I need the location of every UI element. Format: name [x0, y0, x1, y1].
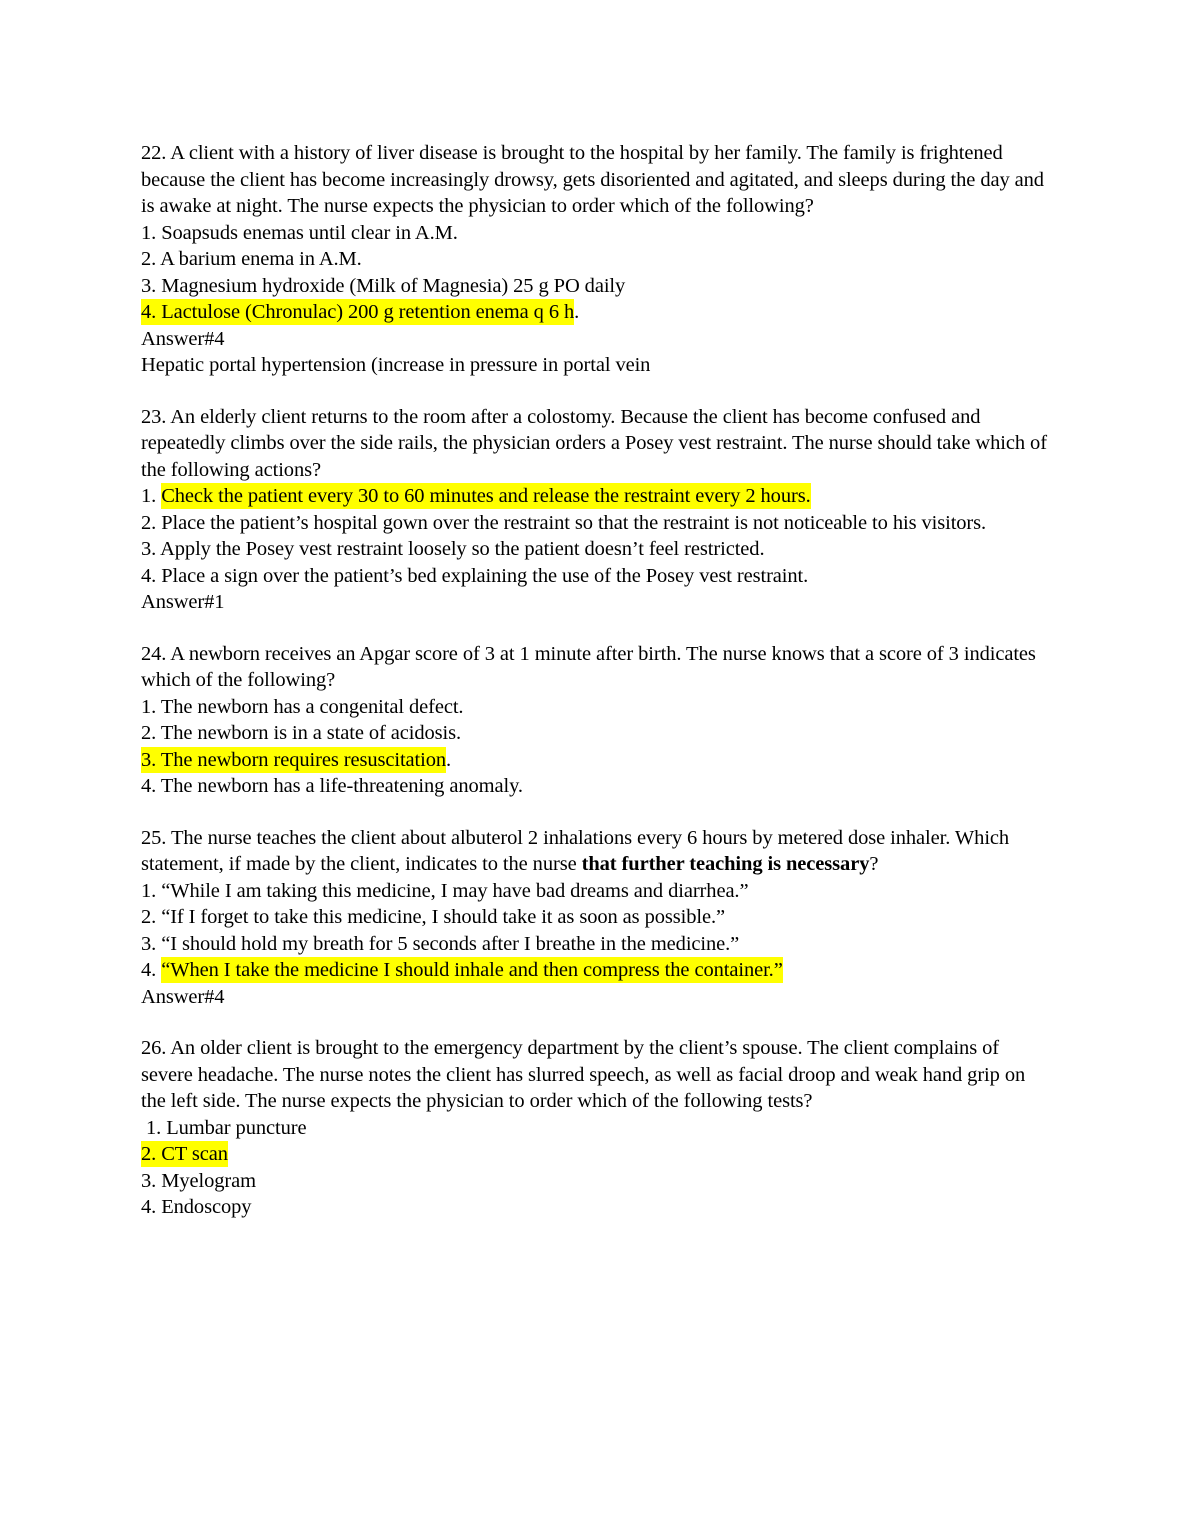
question-26-stem [141, 1035, 1053, 1115]
highlighted-text: 3. The newborn requires resuscitation [141, 748, 447, 771]
question-26-option-2 [141, 1141, 1053, 1168]
question-23-option-2 [141, 510, 1053, 537]
question-25-stem [141, 825, 1053, 878]
stem-text: 23. An elderly client returns to the room after a colostomy. Because the client has become confused and repeatedly climbs over the side rails, the physician orders a Posey vest restraint. The nurse should take which of the following actions? [141, 405, 1052, 481]
option-text: 4. The newborn has a life-threatening anomaly. [141, 775, 523, 797]
option-text: 1. “While I am taking this medicine, I may have bad dreams and diarrhea.” [141, 879, 749, 902]
question-22-option-1 [141, 220, 1053, 247]
option-text-after: . [446, 748, 452, 771]
option-text: 2. Place the patient’s hospital gown over the restraint so that the restraint is not noticeable to his visitors. [141, 511, 987, 534]
question-24-option-4 [141, 773, 1053, 800]
stem-text: 26. An older client is brought to the emergency department by the client’s spouse. The client complains of severe headache. The nurse notes the client has slurred speech, as well as facial droop and weak hand grip on the left side. The nurse expects the physician to order which of the following tests? [141, 1037, 1031, 1112]
stem-bold-text: that further teaching is necessary [581, 853, 870, 875]
question-22-option-2 [141, 246, 1053, 273]
highlighted-text: 2. CT scan [141, 1143, 228, 1165]
option-text: 4. Place a sign over the patient’s bed explaining the use of the Posey vest restraint. [141, 564, 809, 587]
question-26-option-3 [141, 1168, 1053, 1195]
question-25-option-4 [141, 957, 1053, 984]
question-22-answer: Answer#4 [141, 327, 225, 350]
question-24-option-2 [141, 720, 1053, 747]
question-24 [141, 641, 1053, 800]
option-text: 1. The newborn has a congenital defect. [141, 695, 464, 718]
stem-text: 24. A newborn receives an Apgar score of 3 at 1 minute after birth. The nurse knows that a score of 3 indicates which of the following? [141, 642, 1041, 691]
option-text: 3. Myelogram [141, 1169, 256, 1192]
option-text: 4. [141, 959, 162, 981]
question-25-option-1 [141, 878, 1053, 905]
question-22-option-3 [141, 273, 1053, 300]
option-text: 3. Magnesium hydroxide (Milk of Magnesia) 25 g PO daily [141, 274, 626, 297]
question-25-option-3 [141, 931, 1053, 958]
question-25 [141, 825, 1053, 1011]
question-23-stem [141, 404, 1053, 484]
question-25-answer: Answer#4 [141, 985, 225, 1008]
option-text: 1. Lumbar puncture [141, 1116, 307, 1139]
question-22 [141, 140, 1053, 379]
question-24-option-1 [141, 694, 1053, 721]
question-26-option-1 [141, 1115, 1053, 1142]
question-26-option-4 [141, 1194, 1053, 1221]
stem-text: 22. A client with a history of liver disease is brought to the hospital by her family. The family is frightened because the client has become increasingly drowsy, gets disoriented and agitated, and sleeps during the day and is awake at night. The nurse expects the physician to order which of the following? [141, 142, 1049, 217]
highlighted-text: Check the patient every 30 to 60 minutes and release the restraint every 2 hours. [161, 485, 811, 507]
stem-text-after: ? [869, 853, 879, 875]
question-25-option-2 [141, 904, 1053, 931]
question-22-stem [141, 140, 1053, 220]
document-content [141, 140, 1053, 1221]
highlighted-text: “When I take the medicine I should inhale and then compress the container.” [161, 959, 783, 981]
option-text-after: . [574, 301, 580, 323]
question-24-option-3 [141, 747, 1053, 774]
option-text: 2. “If I forget to take this medicine, I should take it as soon as possible.” [141, 906, 726, 928]
stem-text: 25. The nurse teaches the client about albuterol 2 inhalations every 6 hours by metered dose inhaler. Which statement, if made by the client, indicates to the nurse [141, 826, 1015, 875]
question-23-answer: Answer#1 [141, 591, 225, 613]
question-26 [141, 1035, 1053, 1221]
option-text: 1. [141, 485, 162, 507]
question-23-option-3 [141, 536, 1053, 563]
question-24-stem [141, 641, 1053, 694]
question-23-option-1 [141, 483, 1053, 510]
option-text: 1. Soapsuds enemas until clear in A.M. [141, 221, 458, 244]
question-22-note: Hepatic portal hypertension (increase in pressure in portal vein [141, 354, 651, 376]
option-text: 3. Apply the Posey vest restraint loosely so the patient doesn’t feel restricted. [141, 538, 765, 560]
highlighted-text: 4. Lactulose (Chronulac) 200 g retention enema q 6 h [141, 301, 575, 323]
option-text: 2. A barium enema in A.M. [141, 248, 362, 270]
question-22-option-4 [141, 299, 1053, 326]
question-23-option-4 [141, 563, 1053, 590]
question-23 [141, 404, 1053, 616]
option-text: 2. The newborn is in a state of acidosis. [141, 722, 462, 744]
option-text: 4. Endoscopy [141, 1196, 252, 1218]
option-text: 3. “I should hold my breath for 5 seconds after I breathe in the medicine.” [141, 932, 740, 955]
